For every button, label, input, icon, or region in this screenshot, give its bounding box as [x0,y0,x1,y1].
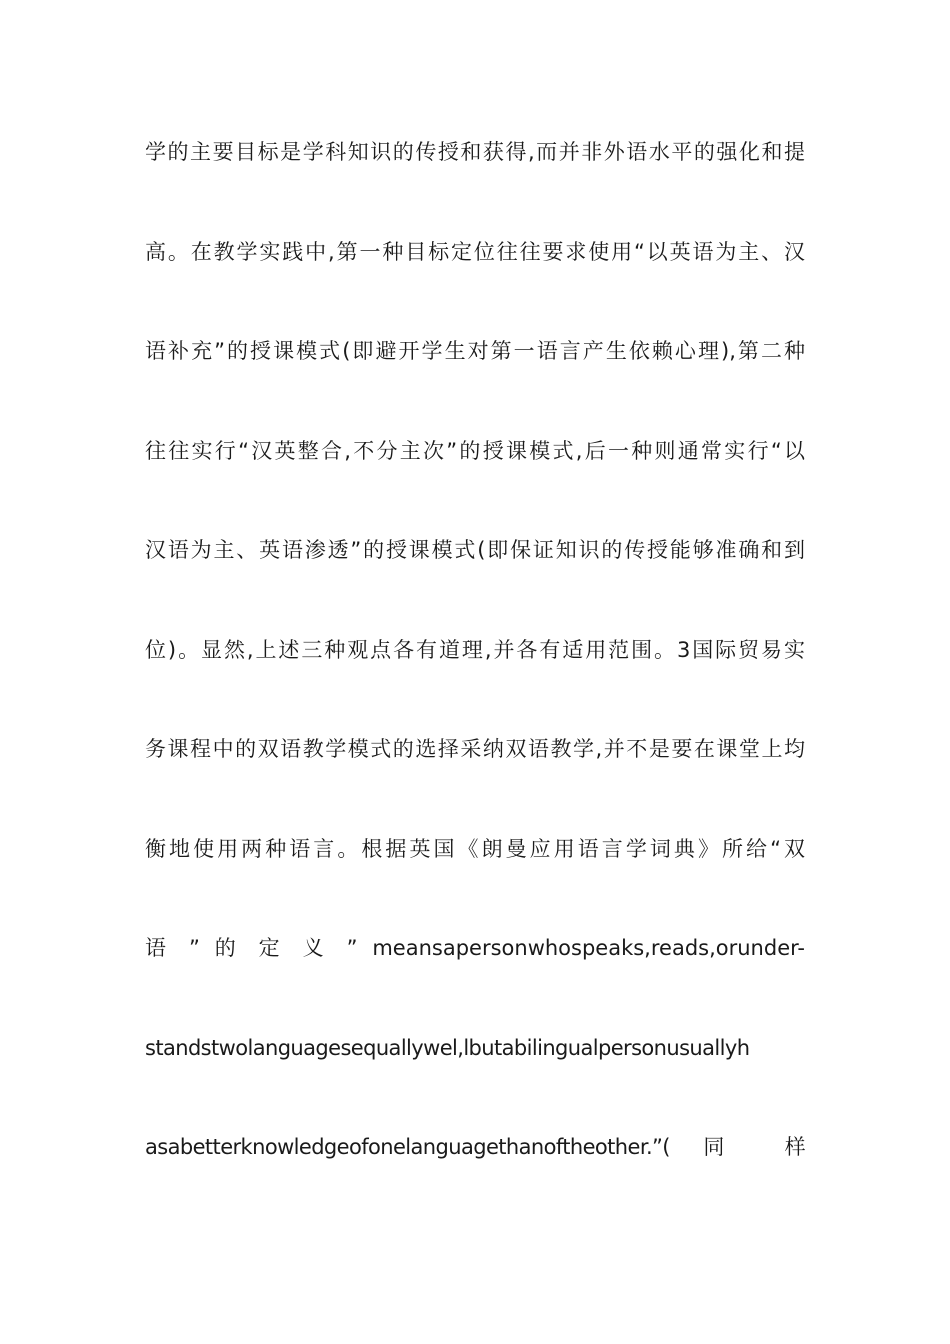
text-line-10: standstwolanguagesequallywel,lbutabilingualpersonusuallyh [145,1035,750,1060]
text-line-1: 学的主要目标是学科知识的传授和获得,而并非外语水平的强化和提 [145,140,805,164]
text-line-3: 语补充”的授课模式(即避开学生对第一语言产生依赖心理),第二种 [145,339,805,363]
body-text [145,128,805,1223]
text-line-2: 高。在教学实践中,第一种目标定位往往要求使用“以英语为主、汉 [145,239,805,264]
text-line-7: 务课程中的双语教学模式的选择采纳双语教学,并不是要在课堂上均 [145,737,805,761]
text-line-11: asabetterknowledgeofonelanguagethanoftheother.”( 同 样 [145,1135,805,1159]
text-line-9: 语 ” 的 定 义 ” meansapersonwhospeaks,reads,orunder- [145,936,805,960]
text-line-4: 往往实行“汉英整合,不分主次”的授课模式,后一种则通常实行“以 [145,438,805,463]
text-line-8: 衡地使用两种语言。根据英国《朗曼应用语言学词典》所给“双 [145,836,805,861]
text-line-5: 汉语为主、英语渗透”的授课模式(即保证知识的传授能够准确和到 [145,538,805,562]
text-line-6: 位)。显然,上述三种观点各有道理,并各有适用范围。3国际贸易实 [145,637,805,662]
